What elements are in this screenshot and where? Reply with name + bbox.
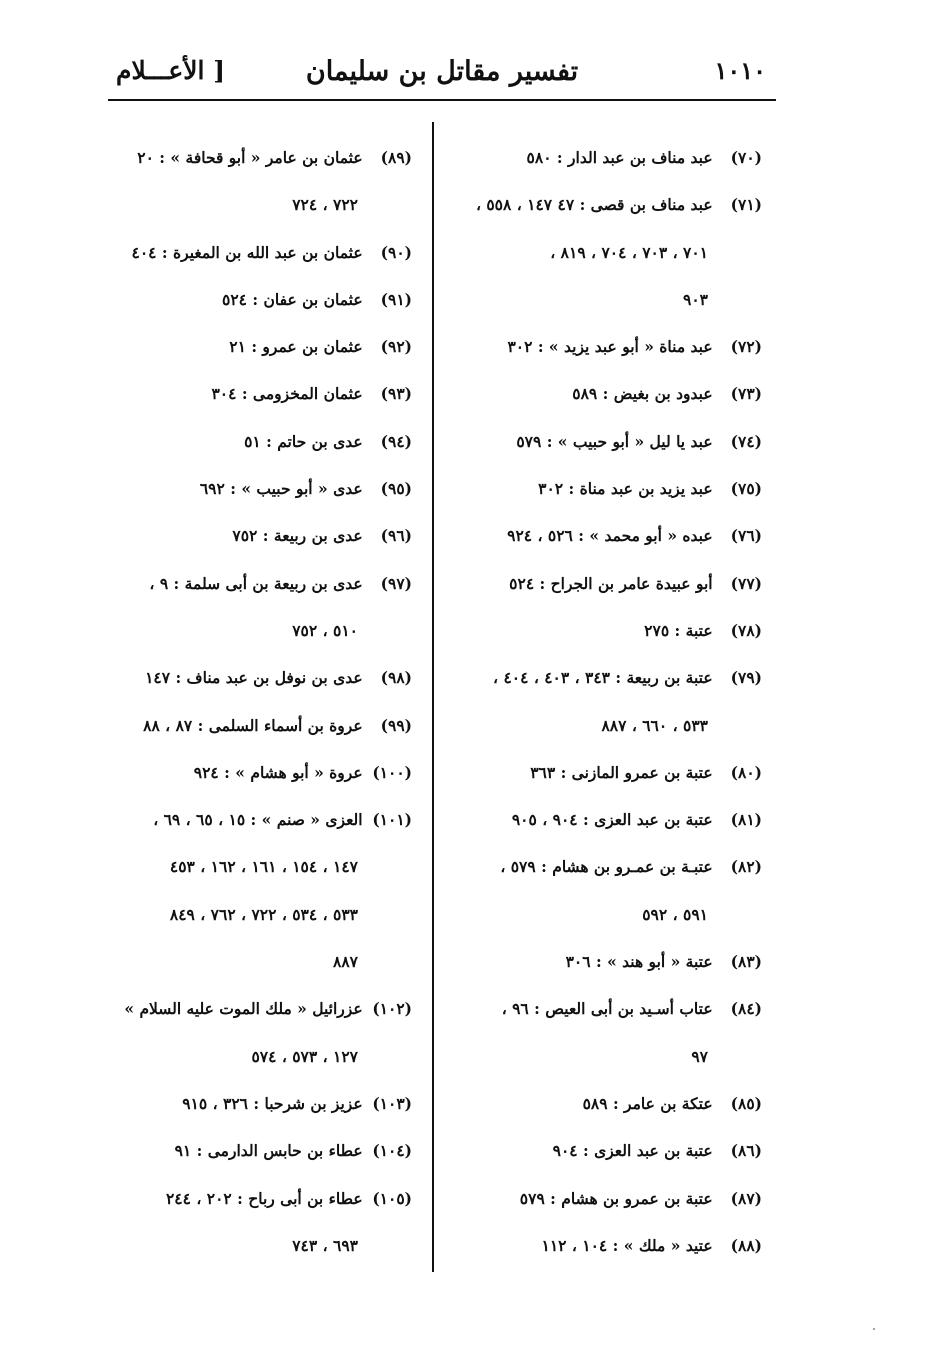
entry-number: (٩٧) [380, 573, 412, 593]
entry-number: (٧١) [730, 195, 762, 215]
index-entry [462, 323, 762, 370]
entry-number: (٩٢) [380, 337, 412, 357]
index-entry [112, 796, 412, 843]
index-entry [462, 1222, 762, 1269]
index-entry-continuation: ٥٣٣ ، ٦٦٠ ، ٨٨٧ [601, 715, 708, 735]
index-entry [112, 985, 412, 1032]
entry-number: (٨٣) [730, 952, 762, 972]
index-entry [112, 560, 412, 607]
index-entry [462, 1080, 762, 1127]
index-entry [462, 843, 762, 890]
index-entry-continuation: ٩٠٣ [683, 289, 708, 309]
entry-text: عتبة بن عمرو بن هشام : ٥٧٩ [519, 1188, 713, 1208]
entry-text: عبد مناف بن عبد الدار : ٥٨٠ [526, 148, 713, 167]
entry-text: عتبة بن عبد العزى : ٩٠٤ ، ٩٠٥ [511, 810, 713, 830]
index-entry-continuation: ٥٩١ ، ٥٩٢ [642, 904, 708, 924]
index-column-right [462, 134, 762, 1269]
index-entry [462, 1175, 762, 1222]
index-entry [462, 181, 762, 228]
entry-number: (٨٠) [730, 762, 762, 782]
entry-number: (٧٣) [730, 384, 762, 404]
index-entry-continuation: ٩٧ [691, 1046, 708, 1066]
entry-text: عبد مناة « أبو عبد يزيد » : ٣٠٢ [507, 337, 713, 357]
index-entry [112, 654, 412, 701]
entry-text: عطاء بن حابس الدارمى : ٩١ [174, 1141, 363, 1161]
entry-number: (٩٩) [380, 715, 412, 735]
entry-number: (٩١) [380, 289, 412, 309]
header-rule [108, 99, 776, 101]
index-entry [112, 1080, 412, 1127]
index-entry-continuation: ٦٩٣ ، ٧٤٣ [292, 1235, 358, 1255]
entry-text: عدى « أبو حبيب » : ٦٩٢ [199, 479, 363, 499]
entry-number: (٧٩) [730, 668, 762, 688]
index-entry [112, 276, 412, 323]
index-entry [462, 985, 762, 1032]
entry-text: عبد مناف بن قصى : ٤٧ ١٤٧ ، ٥٥٨ ، [475, 195, 713, 215]
entry-number: (٩٦) [380, 526, 412, 546]
index-entry [462, 134, 762, 181]
entry-number: (١٠١) [372, 810, 412, 830]
entry-number: (٨١) [730, 810, 762, 830]
entry-text: عثمان بن عبد الله بن المغيرة : ٤٠٤ [131, 242, 363, 262]
entry-number: (٩٥) [380, 479, 412, 499]
column-divider [432, 122, 434, 1272]
entry-text: عبده « أبو محمد » : ٥٢٦ ، ٩٢٤ [507, 526, 713, 546]
index-entry [112, 512, 412, 559]
entry-number: (٩٣) [380, 384, 412, 404]
entry-text: العزى « صنم » : ١٥ ، ٦٥ ، ٦٩ ، [153, 810, 363, 830]
entry-number: (٧٦) [730, 526, 762, 546]
index-entry [112, 749, 412, 796]
index-entry [462, 418, 762, 465]
entry-text: عثمان المخزومى : ٣٠٤ [211, 384, 363, 404]
entry-text: عتبـة بن عمـرو بن هشام : ٥٧٩ ، [500, 857, 713, 877]
entry-number: (٨٥) [730, 1093, 762, 1113]
entry-text: عطاء بن أبى رباح : ٢٠٢ ، ٢٤٤ [165, 1188, 363, 1208]
entry-number: (٧٤) [730, 431, 762, 451]
entry-text: عدى بن حاتم : ٥١ [244, 431, 363, 451]
entry-number: (٧٧) [730, 573, 762, 593]
entry-text: عروة « أبو هشام » : ٩٢٤ [193, 762, 363, 782]
index-entry-continuation: ٧٢٢ ، ٧٢٤ [292, 195, 358, 215]
entry-text: عزرائيل « ملك الموت عليه السلام » [124, 999, 363, 1019]
index-entry [112, 418, 412, 465]
entry-text: عدى بن ربيعة بن أبى سلمة : ٩ ، [149, 573, 363, 593]
entry-number: (٧٠) [730, 148, 762, 167]
section-title: [ الأعـــلام [116, 56, 226, 85]
entry-text: عدى بن ربيعة : ٧٥٢ [232, 526, 363, 546]
entry-number: (١٠٠) [372, 762, 412, 782]
page-speck [873, 1328, 875, 1330]
entry-text: عدى بن نوفل بن عبد مناف : ١٤٧ [145, 668, 363, 688]
entry-number: (٨٧) [730, 1188, 762, 1208]
index-entry [462, 1127, 762, 1174]
entry-number: (١٠٢) [372, 999, 412, 1019]
entry-text: عتبة بن عبد العزى : ٩٠٤ [552, 1141, 713, 1161]
entry-text: عتبة بن ربيعة : ٣٤٣ ، ٤٠٣ ، ٤٠٤ ، [493, 668, 713, 688]
entry-text: عثمان بن عفان : ٥٢٤ [222, 289, 363, 309]
entry-number: (٨٨) [730, 1235, 762, 1255]
entry-text: عزيز بن شرحبا : ٣٢٦ ، ٩١٥ [182, 1093, 363, 1113]
index-entry [112, 323, 412, 370]
index-entry [112, 1127, 412, 1174]
index-entry [462, 938, 762, 985]
entry-text: عتبة بن عمرو المازنى : ٣٦٣ [530, 762, 713, 782]
index-entry [112, 229, 412, 276]
page-number: ١٠١٠ [714, 56, 766, 85]
index-entry [462, 370, 762, 417]
entry-number: (٨٩) [380, 148, 412, 167]
entry-number: (٩٨) [380, 668, 412, 688]
entry-number: (٧٢) [730, 337, 762, 357]
index-entry [112, 370, 412, 417]
entry-text: عبدود بن بغيض : ٥٨٩ [572, 384, 713, 404]
book-title: تفسير مقاتل بن سليمان [305, 56, 579, 87]
index-entry [112, 134, 412, 181]
entry-number: (٧٨) [730, 620, 762, 640]
index-entry [462, 465, 762, 512]
entry-number: (١٠٤) [372, 1141, 412, 1161]
index-column-left [112, 134, 412, 1269]
entry-text: عتبة : ٢٧٥ [644, 620, 713, 640]
entry-text: عبد يزيد بن عبد مناة : ٣٠٢ [538, 479, 713, 499]
entry-number: (٩٤) [380, 431, 412, 451]
entry-number: (١٠٥) [372, 1188, 412, 1208]
entry-number: (٧٥) [730, 479, 762, 499]
entry-text: عثمان بن عمرو : ٢١ [229, 337, 363, 357]
entry-text: أبو عبيدة عامر بن الجراح : ٥٢٤ [509, 573, 713, 593]
entry-text: عتيد « ملك » : ١٠٤ ، ١١٢ [541, 1235, 713, 1255]
entry-number: (٨٤) [730, 999, 762, 1019]
index-entry-continuation: ١٤٧ ، ١٥٤ ، ١٦١ ، ١٦٢ ، ٤٥٣ [169, 857, 358, 877]
index-entry-continuation: ٥١٠ ، ٧٥٢ [292, 620, 358, 640]
index-entry-continuation: ٧٠١ ، ٧٠٣ ، ٧٠٤ ، ٨١٩ ، [550, 242, 708, 262]
index-entry [112, 1175, 412, 1222]
entry-number: (٨٢) [730, 857, 762, 877]
entry-text: عثمان بن عامر « أبو قحافة » : ٢٠ [137, 148, 363, 167]
entry-number: (٩٠) [380, 242, 412, 262]
entry-text: عتاب أسـيد بن أبى العيص : ٩٦ ، [501, 999, 713, 1019]
entry-text: عبد يا ليل « أبو حبيب » : ٥٧٩ [516, 431, 713, 451]
entry-text: عتبة « أبو هند » : ٣٠٦ [565, 952, 713, 972]
index-entry [462, 512, 762, 559]
index-entry [462, 560, 762, 607]
entry-text: عروة بن أسماء السلمى : ٨٧ ، ٨٨ [143, 715, 363, 735]
entry-text: عتكة بن عامر : ٥٨٩ [582, 1093, 713, 1113]
entry-number: (١٠٣) [372, 1093, 412, 1113]
index-entry [112, 702, 412, 749]
index-entry-continuation: ٥٣٣ ، ٥٣٤ ، ٧٢٢ ، ٧٦٢ ، ٨٤٩ [169, 904, 358, 924]
index-entry-continuation: ٨٨٧ [333, 952, 358, 972]
page-header [108, 52, 776, 98]
index-entry [112, 465, 412, 512]
index-entry [462, 654, 762, 701]
entry-number: (٨٦) [730, 1141, 762, 1161]
index-entry [462, 749, 762, 796]
index-entry [462, 607, 762, 654]
index-entry [462, 796, 762, 843]
index-entry-continuation: ١٢٧ ، ٥٧٣ ، ٥٧٤ [251, 1046, 358, 1066]
